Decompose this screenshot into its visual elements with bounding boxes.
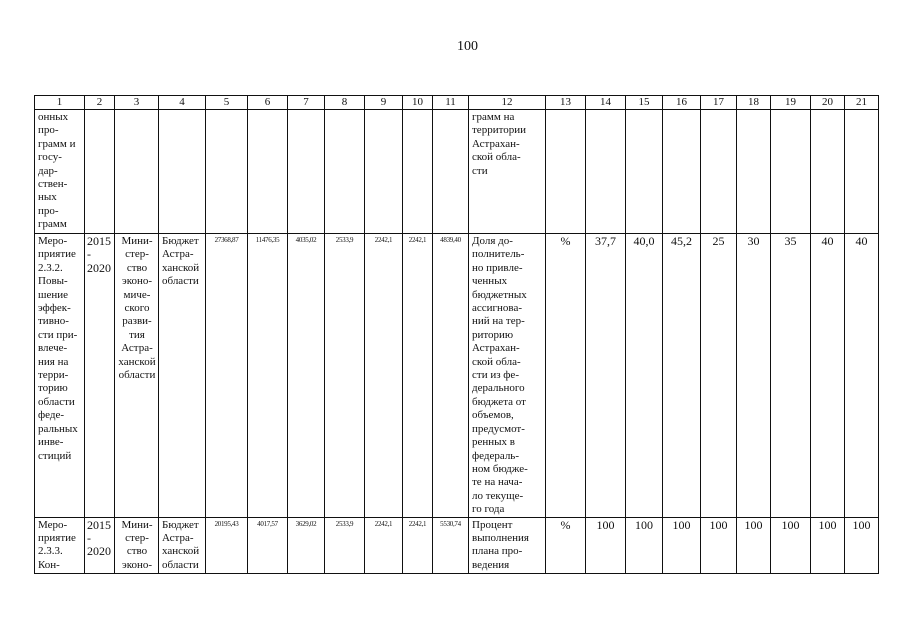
header-cell: 10 bbox=[403, 96, 433, 110]
amount-cell: 2533,9 bbox=[325, 517, 365, 573]
amount-cell: 2533,9 bbox=[325, 234, 365, 518]
value-cell: 100 bbox=[737, 517, 771, 573]
period-cell: 2015 - 2020 bbox=[85, 517, 115, 573]
header-row bbox=[35, 96, 879, 110]
amount-cell: 2242,1 bbox=[403, 234, 433, 518]
header-cell: 2 bbox=[85, 96, 115, 110]
value-cell: 35 bbox=[771, 234, 811, 518]
table-cell bbox=[433, 110, 469, 234]
table-cell bbox=[288, 110, 325, 234]
funding-source-cell: Бюджет Астра- ханской области bbox=[159, 517, 206, 573]
table-cell bbox=[248, 110, 288, 234]
amount-cell: 27368,87 bbox=[206, 234, 248, 518]
table-row bbox=[35, 110, 879, 234]
value-cell: 30 bbox=[737, 234, 771, 518]
header-cell: 13 bbox=[546, 96, 586, 110]
header-cell: 4 bbox=[159, 96, 206, 110]
table-cell bbox=[626, 110, 663, 234]
header-cell: 7 bbox=[288, 96, 325, 110]
header-cell: 17 bbox=[701, 96, 737, 110]
program-name-cell: Меро- приятие 2.3.2. Повы- шение эффек- тивно- сти при- влече- ния на терри- торию области феде- ральных инве- стиций bbox=[35, 234, 85, 518]
table-cell bbox=[159, 110, 206, 234]
funding-source-cell: Бюджет Астра- ханской области bbox=[159, 234, 206, 518]
header-cell: 11 bbox=[433, 96, 469, 110]
amount-cell: 4017,57 bbox=[248, 517, 288, 573]
table-cell bbox=[85, 110, 115, 234]
table-cell bbox=[737, 110, 771, 234]
amount-cell: 4035,02 bbox=[288, 234, 325, 518]
table-cell bbox=[365, 110, 403, 234]
unit-cell: % bbox=[546, 234, 586, 518]
table-cell bbox=[771, 110, 811, 234]
amount-cell: 20195,43 bbox=[206, 517, 248, 573]
value-cell: 40,0 bbox=[626, 234, 663, 518]
header-cell: 19 bbox=[771, 96, 811, 110]
table-row bbox=[35, 234, 879, 518]
executor-cell: Мини- стер- ство эконо- bbox=[115, 517, 159, 573]
program-name-cell: Меро- приятие 2.3.3. Кон- bbox=[35, 517, 85, 573]
program-table bbox=[34, 95, 879, 574]
amount-cell: 5530,74 bbox=[433, 517, 469, 573]
indicator-cell: Доля до- полнитель- но привле- ченных бюджетных ассигнова- ний на тер- риторию Астрахан- ской обла- сти из фе- дерального бюджета от объемов, предусмот- ренных в федераль- ном бюдже- те на нача- ло текуще- го года bbox=[469, 234, 546, 518]
header-cell: 20 bbox=[811, 96, 845, 110]
value-cell: 100 bbox=[701, 517, 737, 573]
amount-cell: 3629,02 bbox=[288, 517, 325, 573]
value-cell: 100 bbox=[845, 517, 879, 573]
value-cell: 100 bbox=[811, 517, 845, 573]
header-cell: 5 bbox=[206, 96, 248, 110]
header-cell: 14 bbox=[586, 96, 626, 110]
value-cell: 40 bbox=[845, 234, 879, 518]
header-cell: 8 bbox=[325, 96, 365, 110]
value-cell: 45,2 bbox=[663, 234, 701, 518]
header-cell: 1 bbox=[35, 96, 85, 110]
amount-cell: 2242,1 bbox=[403, 517, 433, 573]
table-cell bbox=[325, 110, 365, 234]
value-cell: 40 bbox=[811, 234, 845, 518]
table-cell bbox=[546, 110, 586, 234]
indicator-cell: Процент выполнения плана про- ведения bbox=[469, 517, 546, 573]
header-cell: 15 bbox=[626, 96, 663, 110]
unit-cell: % bbox=[546, 517, 586, 573]
table-row bbox=[35, 517, 879, 573]
amount-cell: 2242,1 bbox=[365, 234, 403, 518]
header-cell: 12 bbox=[469, 96, 546, 110]
header-cell: 6 bbox=[248, 96, 288, 110]
header-cell: 21 bbox=[845, 96, 879, 110]
value-cell: 100 bbox=[771, 517, 811, 573]
amount-cell: 2242,1 bbox=[365, 517, 403, 573]
table-cell bbox=[115, 110, 159, 234]
value-cell: 100 bbox=[586, 517, 626, 573]
page-number: 100 bbox=[457, 39, 478, 54]
value-cell: 37,7 bbox=[586, 234, 626, 518]
amount-cell: 11476,35 bbox=[248, 234, 288, 518]
table-cell bbox=[845, 110, 879, 234]
header-cell: 3 bbox=[115, 96, 159, 110]
header-cell: 18 bbox=[737, 96, 771, 110]
executor-cell: Мини- стер- ство эконо- миче- ского разви- тия Астра- ханской области bbox=[115, 234, 159, 518]
table-cell bbox=[586, 110, 626, 234]
indicator-cell: грамм на территории Астрахан- ской обла- сти bbox=[469, 110, 546, 234]
header-cell: 9 bbox=[365, 96, 403, 110]
value-cell: 100 bbox=[626, 517, 663, 573]
period-cell: 2015 - 2020 bbox=[85, 234, 115, 518]
program-name-cell: онных про- грамм и госу- дар- ствен- ных про- грамм bbox=[35, 110, 85, 234]
table-cell bbox=[663, 110, 701, 234]
value-cell: 100 bbox=[663, 517, 701, 573]
table-cell bbox=[811, 110, 845, 234]
amount-cell: 4839,40 bbox=[433, 234, 469, 518]
table-cell bbox=[206, 110, 248, 234]
header-cell: 16 bbox=[663, 96, 701, 110]
table-cell bbox=[403, 110, 433, 234]
value-cell: 25 bbox=[701, 234, 737, 518]
table-cell bbox=[701, 110, 737, 234]
